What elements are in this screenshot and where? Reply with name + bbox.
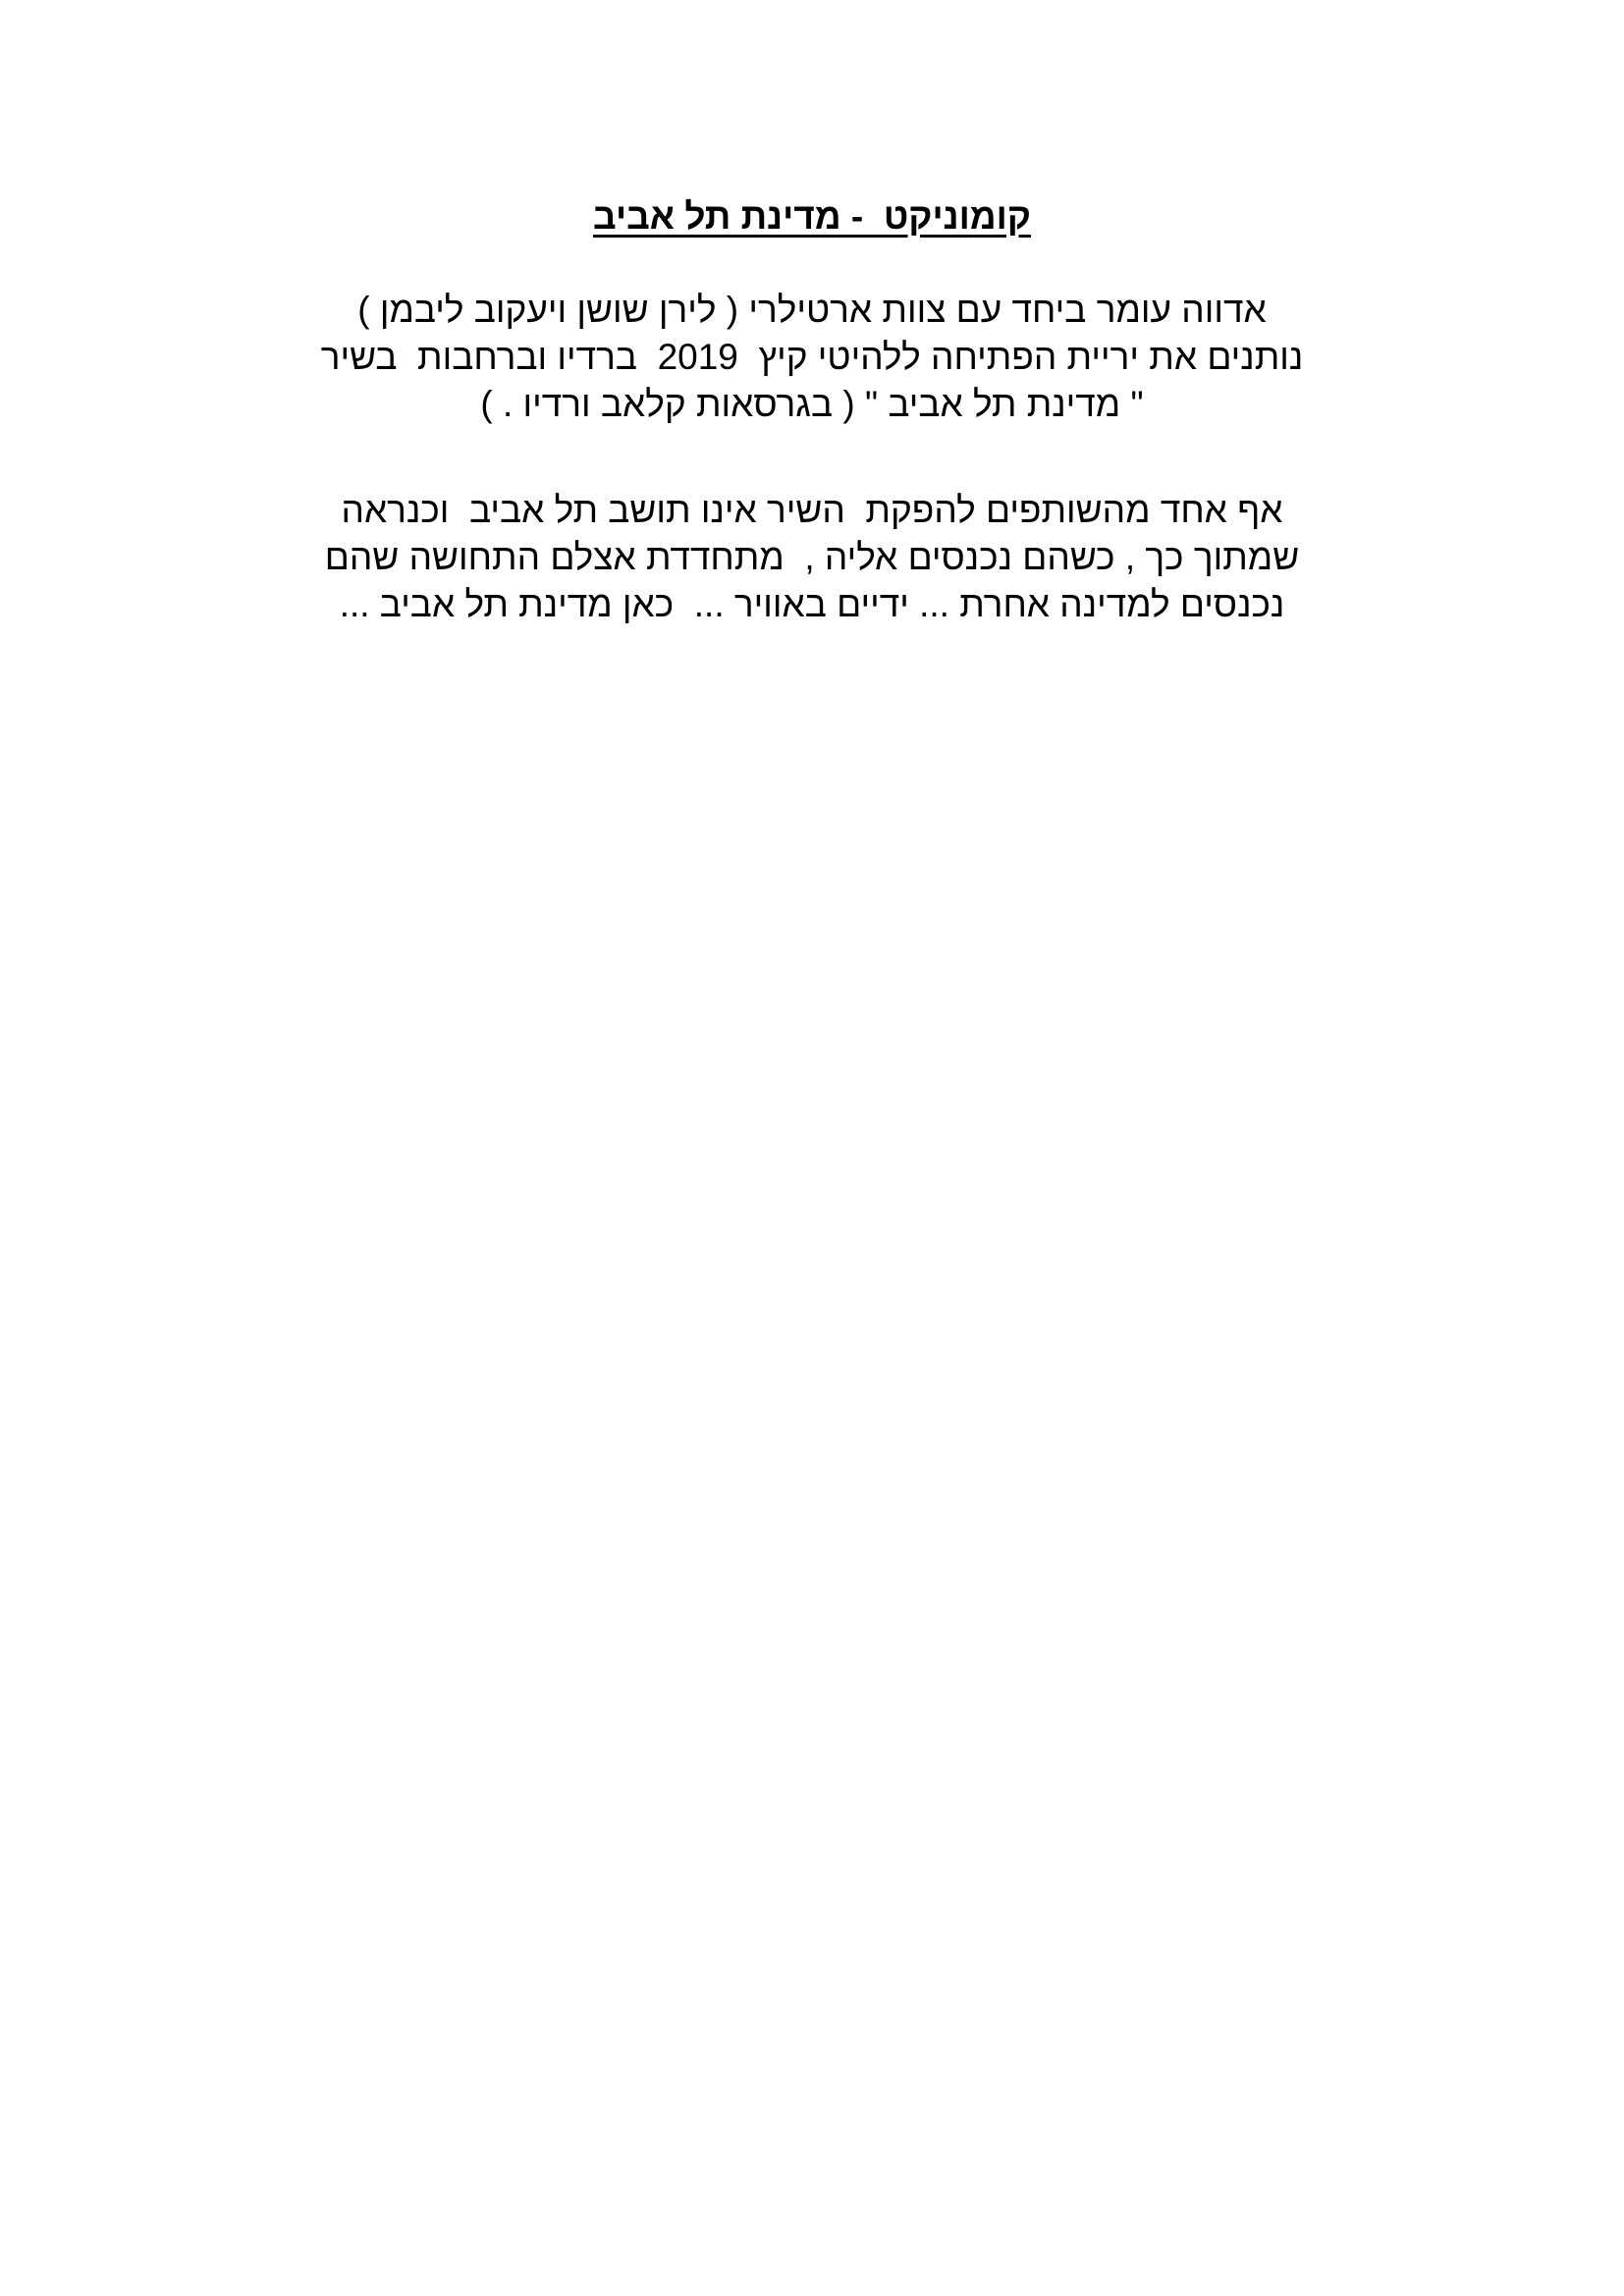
paragraph-1-line-1: אדווה עומר ביחד עם צוות ארטילרי ( לירן שושן ויעקוב ליבמן )	[357, 290, 1267, 330]
paragraph-2	[0, 487, 1624, 628]
paragraph-2-line-1: אף אחד מהשותפים להפקת השיר אינו תושב תל אביב וכנראה	[341, 490, 1283, 530]
document-title: קומוניקט - מדינת תל אביב	[593, 196, 1031, 237]
paragraph-2-line-3: נכנסים למדינה אחרת ... ידיים באוויר ... כאן מדינת תל אביב ...	[339, 584, 1285, 624]
paragraph-1	[0, 287, 1624, 428]
paragraph-1-line-2: נותנים את יריית הפתיחה ללהיטי קיץ 2019 ברדיו וברחבות בשיר	[320, 337, 1304, 377]
paragraph-1-line-3: " מדינת תל אביב " ( בגרסאות קלאב ורדיו . )	[480, 384, 1144, 424]
paragraph-2-line-2: שמתוך כך , כשהם נכנסים אליה , מתחדדת אצלם התחושה שהם	[324, 537, 1300, 577]
